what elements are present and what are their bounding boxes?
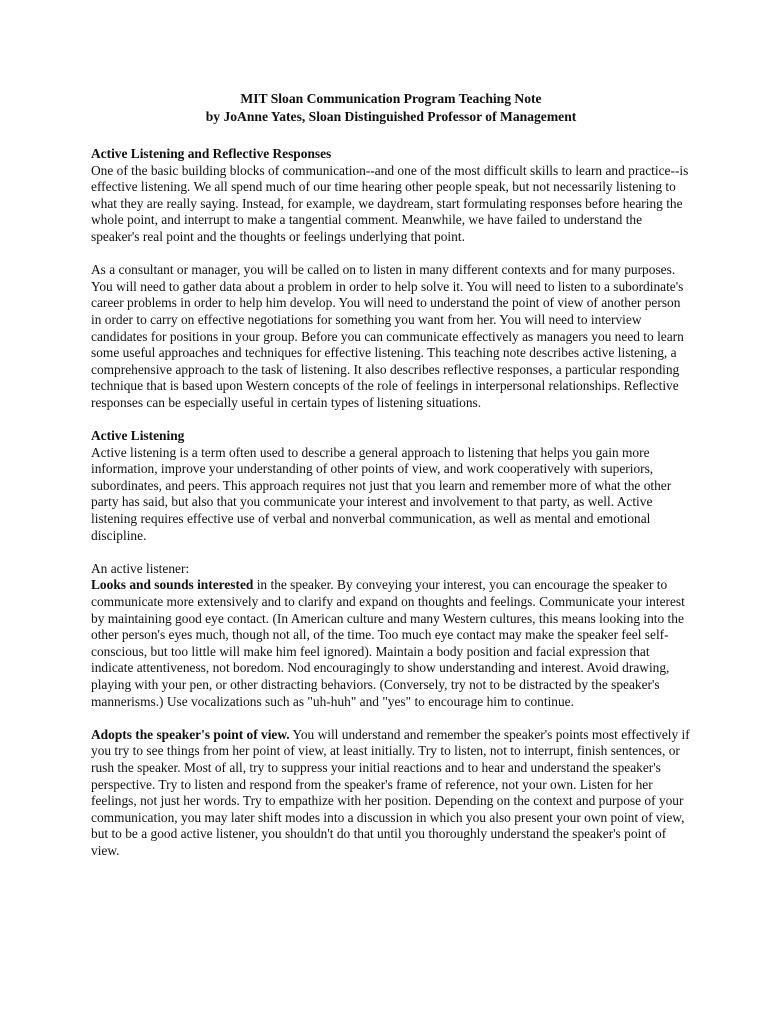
point-1-text: in the speaker. By conveying your interest, you can encourage the speaker to communicate more extensively and to clarify and expand on thoughts and feelings. Communicate your interest by maintaining good eye contact. (In American culture and many Western cultures, this means looking into the other person's eyes much, though not all, of the time. Too much eye contact may make the speaker feel self-conscious, but too little will make him feel ignored). Maintain a body position and facial expression that indicate attentiveness, not boredom. Nod encouragingly to show understanding and interest. Avoid drawing, playing with your pen, or other distracting behaviors. (Conversely, try not to be distracted by the speaker's mannerisms.) Use vocalizations such as "uh-huh" and "yes" to encourage him to continue. — [91, 577, 685, 709]
active-listener-point-2 — [91, 727, 691, 860]
section-1-paragraph-2: As a consultant or manager, you will be called on to listen in many different contexts and for many purposes. You will need to gather data about a problem in order to help solve it. You will need to listen to a subordinate's career problems in order to help him develop. You will need to understand the point of view of another person in order to carry on effective negotiations for something you want from her. You will need to interview candidates for positions in your group. Before you can communicate effectively as managers you need to learn some useful approaches and techniques for effective listening. This teaching note describes active listening, a comprehensive approach to the task of listening. It also describes reflective responses, a particular responding technique that is based upon Western concepts of the role of feelings in interpersonal relationships. Reflective responses can be especially useful in certain types of listening situations. — [91, 262, 684, 410]
section-1-heading: Active Listening and Reflective Responses — [91, 146, 332, 161]
section-2-paragraph-1-text: Active listening is a term often used to describe a general approach to listening that helps you gain more information, improve your understanding of other points of view, and work cooperatively with superiors, subordinates, and peers. This approach requires not just that you learn and remember more of what the other party has said, but also that you communicate your interest and involvement to that party, as well. Active listening requires effective use of verbal and nonverbal communication, as well as mental and emotional discipline. — [91, 444, 672, 543]
title-line-2: by JoAnne Yates, Sloan Distinguished Professor of Management — [205, 109, 577, 124]
section-2-heading: Active Listening — [91, 428, 185, 444]
point-2-text: You will understand and remember the speaker's points most effectively if you try to see things from her point of view, at least initially. Try to listen, not to interrupt, finish sentences, or rush the speaker. Most of all, try to suppress your initial reactions and to hear and understand the speaker's perspective. Try to listen and respond from the speaker's frame of reference, not your own. Listen for her feelings, not just her words. Try to empathize with her position. Depending on the context and purpose of your communication, you may later shift modes into a discussion in which you also present your own point of view, but to be a good active listener, you shouldn't do that until you thoroughly understand the speaker's point of view. — [91, 726, 690, 858]
section-2-paragraph-1 — [91, 428, 691, 544]
section-1-paragraph-1-text: One of the basic building blocks of communication--and one of the most difficult skills to learn and practice--is effective listening. We all spend much of our time hearing other people speak, but not necessarily listening to what they are really saying. Instead, for example, we daydream, start formulating responses before hearing the whole point, and interrupt to make a tangential comment. Meanwhile, we have failed to understand the speaker's real point and the thoughts or feelings underlying that point. — [91, 162, 689, 244]
point-2-lead: Adopts the speaker's point of view. — [91, 726, 290, 742]
document-content — [91, 90, 691, 876]
active-listener-intro: An active listener: — [91, 560, 190, 576]
section-1-paragraph-1 — [91, 146, 691, 246]
point-1-lead: Looks and sounds interested — [91, 577, 254, 593]
document-title — [91, 90, 691, 126]
active-listener-point-1 — [91, 561, 691, 710]
title-line-1: MIT Sloan Communication Program Teaching Note — [240, 91, 542, 106]
